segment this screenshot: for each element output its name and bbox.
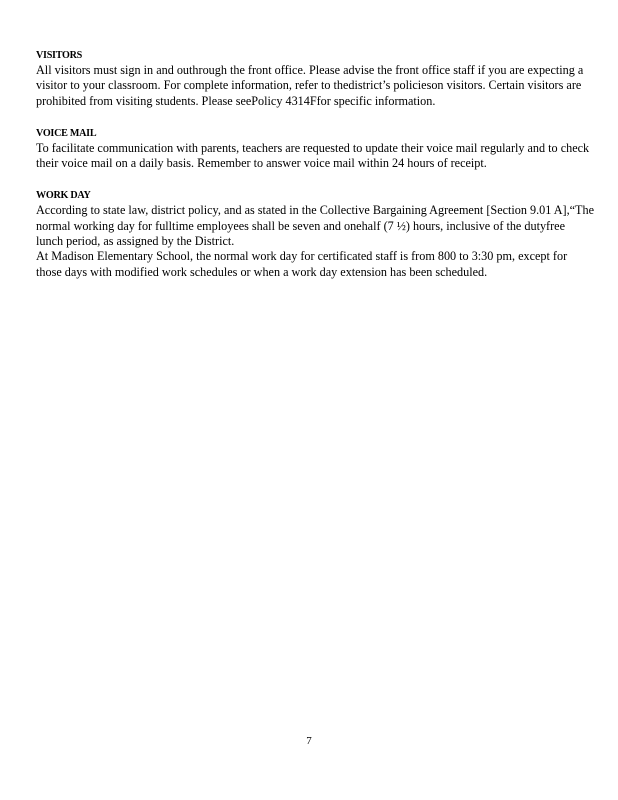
- section-heading: VOICE MAIL: [36, 126, 97, 139]
- section-paragraph: According to state law, district policy, and as stated in the Collective Bargaining Agreement [Section 9.01 A],“The normal working day for fulltime employees shall be seven and onehalf (7 ½) hours, inclusive of the dutyfree lunch period, as assigned by the District.: [36, 203, 594, 249]
- section-voice-mail: [36, 126, 594, 172]
- section-paragraph: At Madison Elementary School, the normal work day for certificated staff is from 800 to 3:30 pm, except for those days with modified work schedules or when a work day extension has been scheduled.: [36, 249, 568, 279]
- section-heading: WORK DAY: [36, 189, 91, 202]
- section-work-day: [36, 188, 594, 279]
- page-number: 7: [306, 735, 312, 747]
- section-paragraph: All visitors must sign in and outhrough the front office. Please advise the front office staff if you are expecting a visitor to your classroom. For complete information, refer to thedistrict’s policieson visitors. Certain visitors are prohibited from visiting students. Please seePolicy 4314Ffor specific information.: [36, 63, 584, 108]
- section-heading: VISITORS: [36, 49, 82, 61]
- section-paragraph: To facilitate communication with parents, teachers are requested to update their voice mail regularly and to check their voice mail on a daily basis. Remember to answer voice mail within 24 hours of receipt.: [36, 140, 590, 171]
- section-visitors: [36, 48, 594, 109]
- document-body: [36, 48, 594, 297]
